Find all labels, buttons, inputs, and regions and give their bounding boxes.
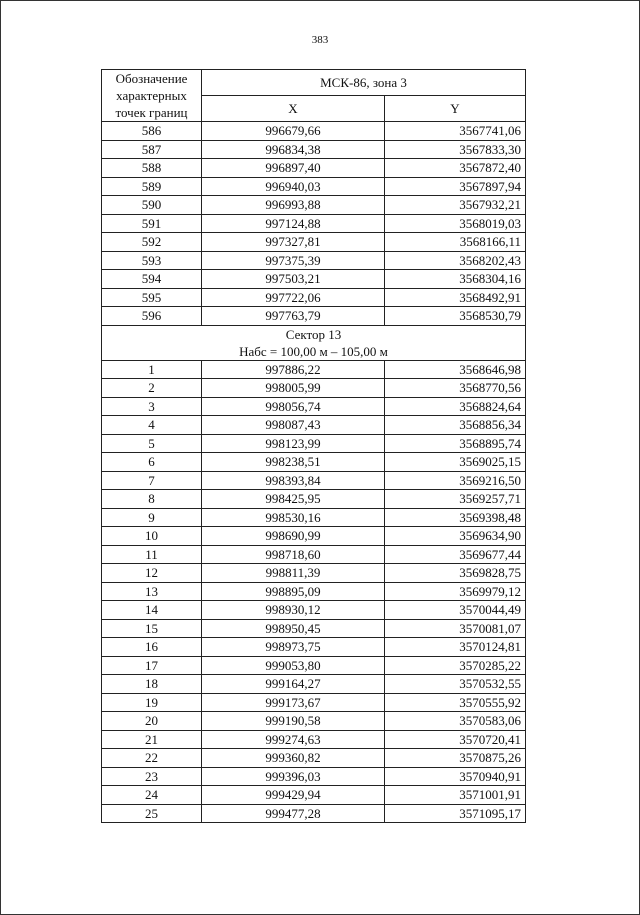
table-row	[102, 159, 526, 178]
table-row	[102, 712, 526, 731]
x-coordinate: 998393,84	[202, 471, 385, 490]
y-coordinate: 3569979,12	[385, 582, 526, 601]
table-row	[102, 379, 526, 398]
point-number: 3	[102, 397, 202, 416]
point-number: 16	[102, 638, 202, 657]
y-header: Y	[385, 96, 526, 122]
y-coordinate: 3569828,75	[385, 564, 526, 583]
x-coordinate: 997503,21	[202, 270, 385, 289]
coordinate-system-header: МСК-86, зона 3	[202, 70, 526, 96]
table-row	[102, 693, 526, 712]
header-row-top	[102, 70, 526, 96]
point-number: 588	[102, 159, 202, 178]
point-number: 18	[102, 675, 202, 694]
table-row	[102, 453, 526, 472]
y-coordinate: 3570044,49	[385, 601, 526, 620]
table-row	[102, 233, 526, 252]
x-coordinate: 997375,39	[202, 251, 385, 270]
y-coordinate: 3568895,74	[385, 434, 526, 453]
point-number: 15	[102, 619, 202, 638]
y-coordinate: 3567872,40	[385, 159, 526, 178]
table-row	[102, 434, 526, 453]
table-row	[102, 601, 526, 620]
y-coordinate: 3569216,50	[385, 471, 526, 490]
y-coordinate: 3570285,22	[385, 656, 526, 675]
table-row	[102, 196, 526, 215]
point-label-line-1: Обозначение	[115, 71, 188, 86]
point-number: 8	[102, 490, 202, 509]
table-row	[102, 140, 526, 159]
y-coordinate: 3567741,06	[385, 122, 526, 141]
point-number: 19	[102, 693, 202, 712]
point-number: 586	[102, 122, 202, 141]
table-row	[102, 656, 526, 675]
x-coordinate: 999274,63	[202, 730, 385, 749]
x-coordinate: 999053,80	[202, 656, 385, 675]
x-coordinate: 997124,88	[202, 214, 385, 233]
table-row	[102, 397, 526, 416]
y-coordinate: 3568202,43	[385, 251, 526, 270]
y-coordinate: 3568646,98	[385, 360, 526, 379]
table-row	[102, 177, 526, 196]
point-number: 590	[102, 196, 202, 215]
x-coordinate: 999429,94	[202, 786, 385, 805]
x-coordinate: 998056,74	[202, 397, 385, 416]
x-coordinate: 998950,45	[202, 619, 385, 638]
table-row	[102, 527, 526, 546]
y-coordinate: 3571001,91	[385, 786, 526, 805]
x-header: X	[202, 96, 385, 122]
table-row	[102, 490, 526, 509]
x-coordinate: 998895,09	[202, 582, 385, 601]
table-row	[102, 416, 526, 435]
page-number: 383	[311, 34, 329, 46]
x-coordinate: 996834,38	[202, 140, 385, 159]
point-number: 591	[102, 214, 202, 233]
x-coordinate: 998930,12	[202, 601, 385, 620]
x-coordinate: 998123,99	[202, 434, 385, 453]
table-row	[102, 638, 526, 657]
x-coordinate: 999173,67	[202, 693, 385, 712]
point-number: 10	[102, 527, 202, 546]
table-row	[102, 582, 526, 601]
table-row	[102, 564, 526, 583]
x-coordinate: 999360,82	[202, 749, 385, 768]
point-number: 4	[102, 416, 202, 435]
x-coordinate: 998811,39	[202, 564, 385, 583]
table-row	[102, 767, 526, 786]
x-coordinate: 999164,27	[202, 675, 385, 694]
coordinates-table	[101, 69, 526, 823]
point-number: 23	[102, 767, 202, 786]
y-coordinate: 3570555,92	[385, 693, 526, 712]
sector-row	[102, 325, 526, 360]
y-coordinate: 3569398,48	[385, 508, 526, 527]
y-coordinate: 3570532,55	[385, 675, 526, 694]
table-row	[102, 471, 526, 490]
point-number: 593	[102, 251, 202, 270]
sector-cell	[102, 325, 526, 360]
y-coordinate: 3568856,34	[385, 416, 526, 435]
x-coordinate: 996993,88	[202, 196, 385, 215]
point-number: 14	[102, 601, 202, 620]
table-row	[102, 122, 526, 141]
point-number: 7	[102, 471, 202, 490]
x-coordinate: 997722,06	[202, 288, 385, 307]
y-coordinate: 3568824,64	[385, 397, 526, 416]
point-number: 20	[102, 712, 202, 731]
point-number: 24	[102, 786, 202, 805]
point-number: 594	[102, 270, 202, 289]
y-coordinate: 3570720,41	[385, 730, 526, 749]
table-row	[102, 307, 526, 326]
y-coordinate: 3568770,56	[385, 379, 526, 398]
y-coordinate: 3567897,94	[385, 177, 526, 196]
point-number: 596	[102, 307, 202, 326]
y-coordinate: 3570583,06	[385, 712, 526, 731]
x-coordinate: 999477,28	[202, 804, 385, 823]
table-row	[102, 288, 526, 307]
table-row	[102, 508, 526, 527]
x-coordinate: 998425,95	[202, 490, 385, 509]
table-row	[102, 270, 526, 289]
y-coordinate: 3568019,03	[385, 214, 526, 233]
table-row	[102, 804, 526, 823]
table-row	[102, 214, 526, 233]
y-coordinate: 3567833,30	[385, 140, 526, 159]
x-coordinate: 998973,75	[202, 638, 385, 657]
x-coordinate: 999190,58	[202, 712, 385, 731]
x-coordinate: 998718,60	[202, 545, 385, 564]
point-number: 22	[102, 749, 202, 768]
table-row	[102, 360, 526, 379]
x-coordinate: 996940,03	[202, 177, 385, 196]
y-coordinate: 3568492,91	[385, 288, 526, 307]
point-number: 2	[102, 379, 202, 398]
x-coordinate: 996897,40	[202, 159, 385, 178]
point-number: 589	[102, 177, 202, 196]
x-coordinate: 998690,99	[202, 527, 385, 546]
x-coordinate: 998530,16	[202, 508, 385, 527]
y-coordinate: 3571095,17	[385, 804, 526, 823]
x-coordinate: 997763,79	[202, 307, 385, 326]
sector-range: Набс = 100,00 м – 105,00 м	[239, 343, 388, 359]
point-label-line-2: характерных	[116, 88, 187, 103]
point-number: 9	[102, 508, 202, 527]
y-coordinate: 3568166,11	[385, 233, 526, 252]
table-row	[102, 786, 526, 805]
x-coordinate: 997327,81	[202, 233, 385, 252]
table-row	[102, 730, 526, 749]
point-number: 6	[102, 453, 202, 472]
point-number: 12	[102, 564, 202, 583]
table-row	[102, 545, 526, 564]
point-number: 1	[102, 360, 202, 379]
table-row	[102, 675, 526, 694]
point-number: 13	[102, 582, 202, 601]
y-coordinate: 3568304,16	[385, 270, 526, 289]
y-coordinate: 3568530,79	[385, 307, 526, 326]
point-number: 11	[102, 545, 202, 564]
sector-title: Сектор 13	[285, 326, 342, 342]
x-coordinate: 998005,99	[202, 379, 385, 398]
table-row	[102, 251, 526, 270]
y-coordinate: 3569677,44	[385, 545, 526, 564]
y-coordinate: 3570940,91	[385, 767, 526, 786]
x-coordinate: 999396,03	[202, 767, 385, 786]
point-label-line-3: точек границ	[115, 105, 188, 120]
point-number: 17	[102, 656, 202, 675]
table-row	[102, 749, 526, 768]
point-number: 21	[102, 730, 202, 749]
coordinates-table-body	[102, 70, 526, 823]
point-number: 5	[102, 434, 202, 453]
y-coordinate: 3570875,26	[385, 749, 526, 768]
y-coordinate: 3570124,81	[385, 638, 526, 657]
y-coordinate: 3569634,90	[385, 527, 526, 546]
point-label-header	[102, 70, 202, 122]
point-number: 587	[102, 140, 202, 159]
y-coordinate: 3570081,07	[385, 619, 526, 638]
y-coordinate: 3569257,71	[385, 490, 526, 509]
x-coordinate: 996679,66	[202, 122, 385, 141]
y-coordinate: 3569025,15	[385, 453, 526, 472]
x-coordinate: 997886,22	[202, 360, 385, 379]
x-coordinate: 998087,43	[202, 416, 385, 435]
y-coordinate: 3567932,21	[385, 196, 526, 215]
point-number: 595	[102, 288, 202, 307]
x-coordinate: 998238,51	[202, 453, 385, 472]
point-number: 592	[102, 233, 202, 252]
point-number: 25	[102, 804, 202, 823]
table-row	[102, 619, 526, 638]
